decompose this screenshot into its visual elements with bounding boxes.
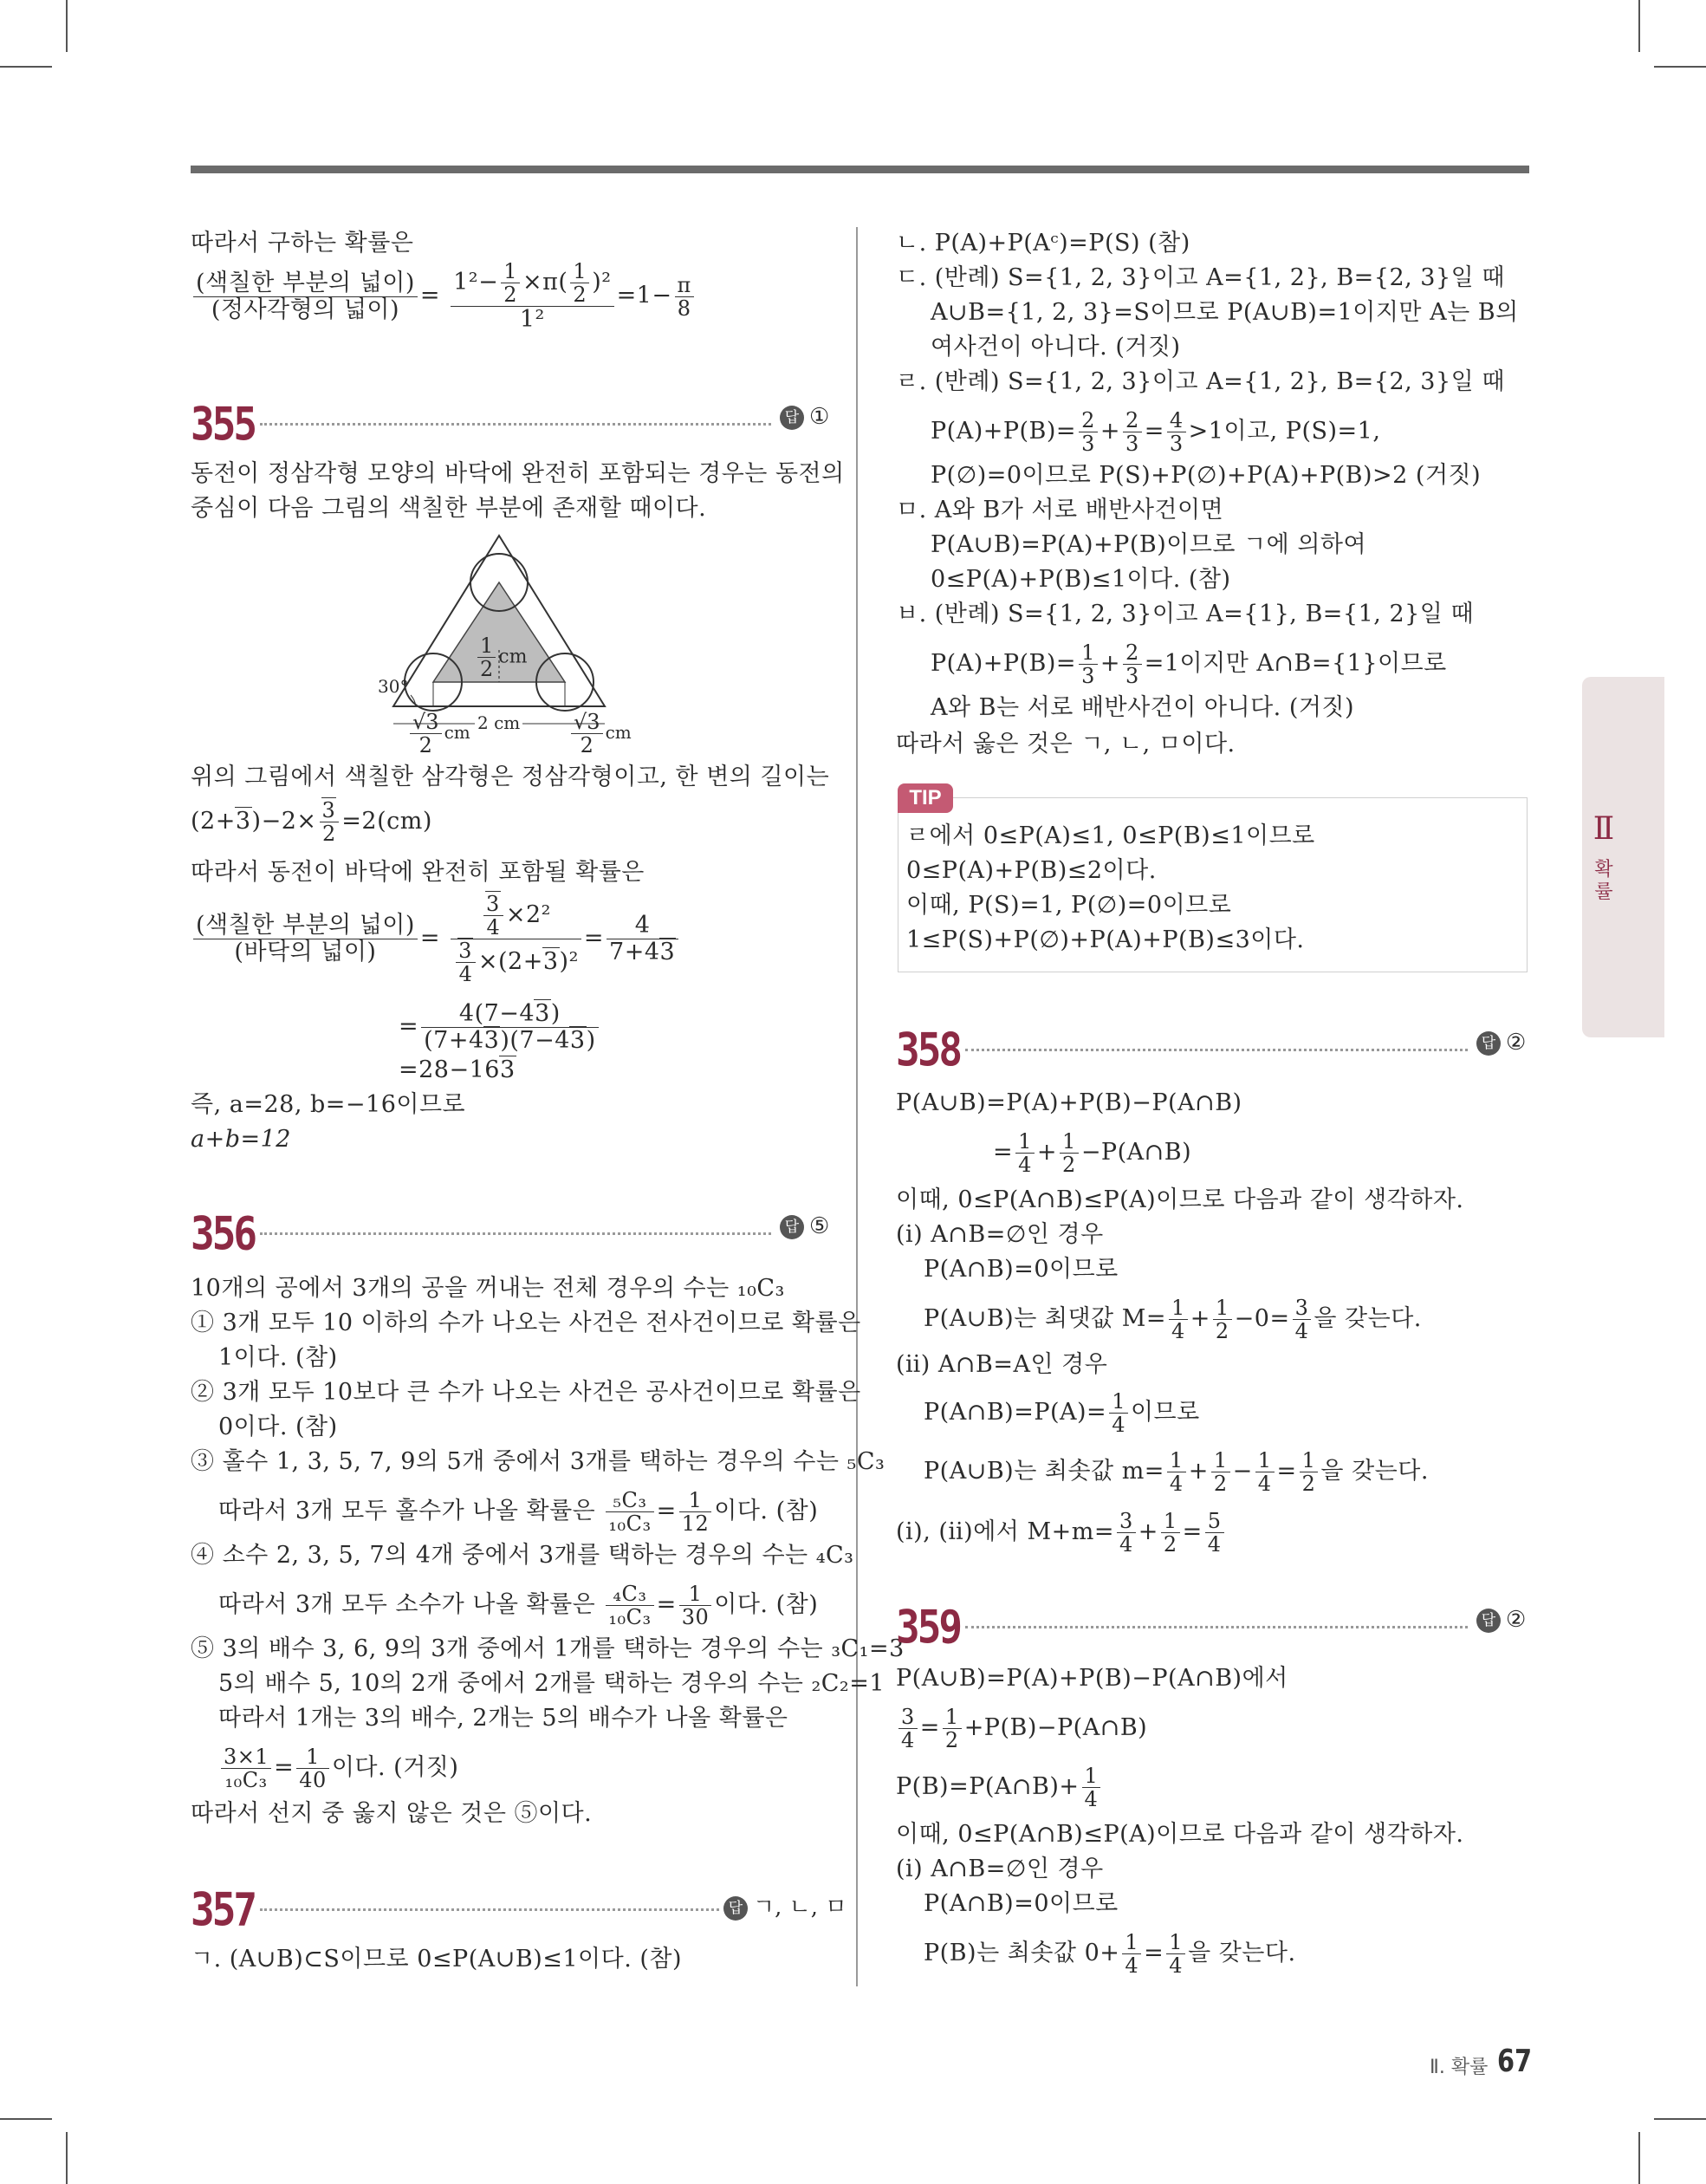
dot-leader xyxy=(260,1908,719,1911)
text-line: 5의 배수 5, 10의 2개 중에서 2개를 택하는 경우의 수는 ₂C₂=1 xyxy=(218,1670,885,1697)
tip-line: 이때, P(S)=1, P(∅)=0이므로 xyxy=(906,892,1232,919)
prob-355-formula: =28−163 xyxy=(399,1056,516,1083)
text-line: $\frac{3}{4}$ = $\frac{1}{2}$ +P(B)−P(A∩B) xyxy=(896,1706,1147,1752)
crop-mark xyxy=(1654,66,1706,68)
text-line: = $\frac{1}{4}$ + $\frac{1}{2}$ −P(A∩B) xyxy=(993,1129,1192,1177)
text-line: A와 B는 서로 배반사건이 아니다. (거짓) xyxy=(931,694,1355,721)
text-line: 따라서 3개 모두 소수가 나올 확률은 $\frac{\text{₄C₃}}{\text{₁₀C₃}}$ = $\frac{1}{30}$ 이다. (참) xyxy=(218,1582,819,1629)
problem-355-header xyxy=(191,397,830,452)
problem-number: 355 xyxy=(191,397,256,452)
tip-label: TIP xyxy=(898,783,953,813)
text-line: (ⅰ) A∩B=∅인 경우 xyxy=(896,1856,1104,1882)
text-line: 0≤P(A)+P(B)≤1이다. (참) xyxy=(931,566,1231,593)
tip-line: 0≤P(A)+P(B)≤2이다. xyxy=(906,857,1157,884)
text-line: P(A)+P(B)= $\frac{2}{3}$ + $\frac{2}{3}$ = $\frac{4}{3}$ >1이고, P(S)=1, xyxy=(931,408,1381,456)
sqrt3-half-label: $\frac{√3}{2}$ cm xyxy=(568,711,632,757)
answer-icon: 답 xyxy=(1476,1031,1501,1056)
prob-354-formula: $\frac{\text{(색칠한 부분의 넓이)}}{\text{(정사각형의 넓이)}}$ = 1²− $\frac{1}{2}$ ×π( $\frac{1}{2}$ )² 1² =1− $\frac{\pi}{8}$ xyxy=(191,260,697,333)
text-line: 10개의 공에서 3개의 공을 꺼내는 전체 경우의 수는 ₁₀C₃ xyxy=(191,1275,785,1302)
problem-number: 359 xyxy=(896,1600,961,1654)
text-line: ㅁ. A와 B가 서로 배반사건이면 xyxy=(896,497,1224,523)
crop-mark xyxy=(0,66,52,68)
formula-fraction: 1²− $\frac{1}{2}$ ×π( $\frac{1}{2}$ )² 1² xyxy=(451,260,613,333)
crop-mark xyxy=(1638,0,1640,52)
text-line: (ⅰ), (ⅱ)에서 M+m= $\frac{3}{4}$ + $\frac{1}{2}$ = $\frac{5}{4}$ xyxy=(896,1510,1227,1556)
answer: 답 ㄱ, ㄴ, ㅁ xyxy=(723,1889,847,1921)
intro-text: 따라서 구하는 확률은 xyxy=(191,230,414,257)
text-line: 따라서 선지 중 옳지 않은 것은 ⑤이다. xyxy=(191,1800,593,1827)
tip-line: 1≤P(S)+P(∅)+P(A)+P(B)≤3이다. xyxy=(906,926,1305,953)
answer: 답 ⑤ xyxy=(780,1213,829,1239)
text-line: P(A∪B)는 최솟값 m= $\frac{1}{4}$ + $\frac{1}{2}$ − $\frac{1}{4}$ = $\frac{1}{2}$ 을 갖는다. xyxy=(924,1448,1429,1496)
footer-chapter: Ⅱ. 확률 xyxy=(1430,2057,1489,2078)
text-line: P(∅)=0이므로 P(S)+P(∅)+P(A)+P(B)>2 (거짓) xyxy=(931,462,1482,489)
text-line: P(B)는 최솟값 0+ $\frac{1}{4}$ = $\frac{1}{4}$ 을 갖는다. xyxy=(924,1930,1296,1978)
text-line: (ⅱ) A∩B=A인 경우 xyxy=(896,1351,1108,1378)
problem-356-header xyxy=(191,1206,830,1261)
text-line: P(A∪B)=P(A)+P(B)−P(A∩B) xyxy=(896,1089,1242,1116)
text-line: 따라서 동전이 바닥에 완전히 포함될 확률은 xyxy=(191,859,645,886)
answer: 답 ② xyxy=(1476,1030,1526,1056)
column-divider xyxy=(856,227,858,1986)
crop-mark xyxy=(66,2132,68,2184)
side-length-formula: (2+3)−2× $\frac{3}{2}$ =2(cm) xyxy=(191,798,432,846)
answer-icon: 답 xyxy=(1476,1609,1501,1633)
text-line: (ⅰ) A∩B=∅인 경우 xyxy=(896,1221,1104,1248)
text-line: 따라서 3개 모두 홀수가 나올 확률은 $\frac{\text{₅C₃}}{\text{₁₀C₃}}$ = $\frac{1}{12}$ 이다. (참) xyxy=(218,1488,819,1536)
problem-number: 356 xyxy=(191,1206,256,1261)
crop-mark xyxy=(1638,2132,1640,2184)
answer: 답 ② xyxy=(1476,1607,1526,1633)
text-line: P(B)=P(A∩B)+ $\frac{1}{4}$ xyxy=(896,1765,1103,1810)
chapter-word: 확률 xyxy=(1594,859,1613,903)
text-line: 동전이 정삼각형 모양의 바닥에 완전히 포함되는 경우는 동전의 xyxy=(191,460,845,487)
dot-leader xyxy=(965,1049,1468,1051)
text-line: ③ 홀수 1, 3, 5, 7, 9의 5개 중에서 3개를 택하는 경우의 수는 ₅C₃ xyxy=(191,1448,885,1475)
text-line: ㄱ. (A∪B)⊂S이므로 0≤P(A∪B)≤1이다. (참) xyxy=(191,1946,683,1973)
text-line: 즉, a=28, b=−16이므로 xyxy=(191,1091,466,1118)
text-line: ② 3개 모두 10보다 큰 수가 나오는 사건은 공사건이므로 확률은 xyxy=(191,1379,861,1406)
text-line: ⑤ 3의 배수 3, 6, 9의 3개 중에서 1개를 택하는 경우의 수는 ₃C₁=3 xyxy=(191,1635,905,1662)
text-line: a+b=12 xyxy=(191,1126,291,1153)
dot-leader xyxy=(260,1232,771,1235)
tip-line: ㄹ에서 0≤P(A)≤1, 0≤P(B)≤1이므로 xyxy=(906,822,1315,849)
text-line: 이때, 0≤P(A∩B)≤P(A)이므로 다음과 같이 생각하자. xyxy=(896,1821,1464,1848)
text-line: P(A∩B)=P(A)= $\frac{1}{4}$ 이므로 xyxy=(924,1389,1200,1437)
two-cm-label: 2 cm xyxy=(475,712,522,733)
problem-number: 358 xyxy=(896,1023,961,1077)
text-line: A∪B={1, 2, 3}=S이므로 P(A∪B)=1이지만 A는 B의 xyxy=(931,299,1519,326)
crop-mark xyxy=(66,0,68,52)
chapter-side-tab xyxy=(1582,677,1664,1037)
text-line: 이때, 0≤P(A∩B)≤P(A)이므로 다음과 같이 생각하자. xyxy=(896,1186,1464,1213)
text-line: P(A∪B)=P(A)+P(B)−P(A∩B)에서 xyxy=(896,1665,1288,1692)
text-line: P(A)+P(B)= $\frac{1}{3}$ + $\frac{2}{3}$ =1이지만 A∩B={1}이므로 xyxy=(931,640,1447,688)
triangle-figure xyxy=(378,529,641,757)
dot-leader xyxy=(260,423,771,426)
half-cm-label: $\frac{1}{2}$ cm xyxy=(475,634,527,680)
text-line: P(A∪B)=P(A)+P(B)이므로 ㄱ에 의하여 xyxy=(931,531,1367,558)
dot-leader xyxy=(965,1626,1468,1628)
prob-355-formula: $\frac{\text{(색칠한 부분의 넓이)}}{\text{(바닥의 넓이)}}$ = $\frac{3}{4}$ ×2² $\frac{3}{4}$ ×(2+3)² = $\frac{4}{7+43}$ xyxy=(191,893,681,985)
text-line: 0이다. (참) xyxy=(218,1414,338,1440)
header-rule xyxy=(191,166,1529,173)
text-line: P(A∪B)는 최댓값 M= $\frac{1}{4}$ + $\frac{1}{2}$ −0= $\frac{3}{4}$ 을 갖는다. xyxy=(924,1296,1422,1343)
text-line: 따라서 옳은 것은 ㄱ, ㄴ, ㅁ이다. xyxy=(896,731,1236,757)
problem-358-header xyxy=(896,1023,1528,1075)
answer-icon: 답 xyxy=(780,406,804,430)
text-line: ① 3개 모두 10 이하의 수가 나오는 사건은 전사건이므로 확률은 xyxy=(191,1310,861,1336)
text-line: P(A∩B)=0이므로 xyxy=(924,1256,1119,1283)
text-line: P(A∩B)=0이므로 xyxy=(924,1890,1119,1917)
problem-number: 357 xyxy=(191,1882,256,1937)
answer-icon: 답 xyxy=(723,1896,748,1921)
text-line: ㄴ. P(A)+P(Aᶜ)=P(S) (참) xyxy=(896,230,1190,257)
text-line: 따라서 1개는 3의 배수, 2개는 5의 배수가 나올 확률은 xyxy=(218,1705,788,1732)
page-number: 67 xyxy=(1497,2044,1533,2079)
area-ratio: $\frac{\text{(색칠한 부분의 넓이)}}{\text{(바닥의 넓이)}}$ xyxy=(193,913,418,965)
answer-icon: 답 xyxy=(780,1215,804,1239)
text-line: ④ 소수 2, 3, 5, 7의 4개 중에서 3개를 택하는 경우의 수는 ₄C₃ xyxy=(191,1542,854,1569)
prob-355-formula: = $\frac{4(7-43)}{(7+43)(7-43)}$ xyxy=(399,1001,601,1054)
crop-mark xyxy=(0,2118,52,2120)
sqrt3-half-label: $\frac{√3}{2}$ cm xyxy=(407,711,470,757)
angle-label: 30° xyxy=(378,676,409,697)
text-line: $\frac{3\times 1}{\text{₁₀C₃}}$ = $\frac{1}{40}$ 이다. (거짓) xyxy=(218,1745,458,1791)
answer: 답 ① xyxy=(780,404,829,430)
crop-mark xyxy=(1654,2118,1706,2120)
problem-359-header xyxy=(896,1600,1528,1652)
text-line: ㅂ. (반례) S={1, 2, 3}이고 A={1}, B={1, 2}일 때 xyxy=(896,601,1475,627)
area-ratio: $\frac{\text{(색칠한 부분의 넓이)}}{\text{(정사각형의 넓이)}}$ xyxy=(193,270,418,323)
text-line: 여사건이 아니다. (거짓) xyxy=(931,334,1181,361)
text-line: 1이다. (참) xyxy=(218,1344,338,1371)
problem-357-header xyxy=(191,1882,847,1937)
text-line: 중심이 다음 그림의 색칠한 부분에 존재할 때이다. xyxy=(191,495,707,522)
chapter-roman: Ⅱ xyxy=(1592,811,1615,847)
text-line: 위의 그림에서 색칠한 삼각형은 정삼각형이고, 한 변의 길이는 xyxy=(191,764,830,790)
text-line: ㄹ. (반례) S={1, 2, 3}이고 A={1, 2}, B={2, 3}일 때 xyxy=(896,368,1505,395)
text-line: ㄷ. (반례) S={1, 2, 3}이고 A={1, 2}, B={2, 3}일 때 xyxy=(896,264,1505,291)
